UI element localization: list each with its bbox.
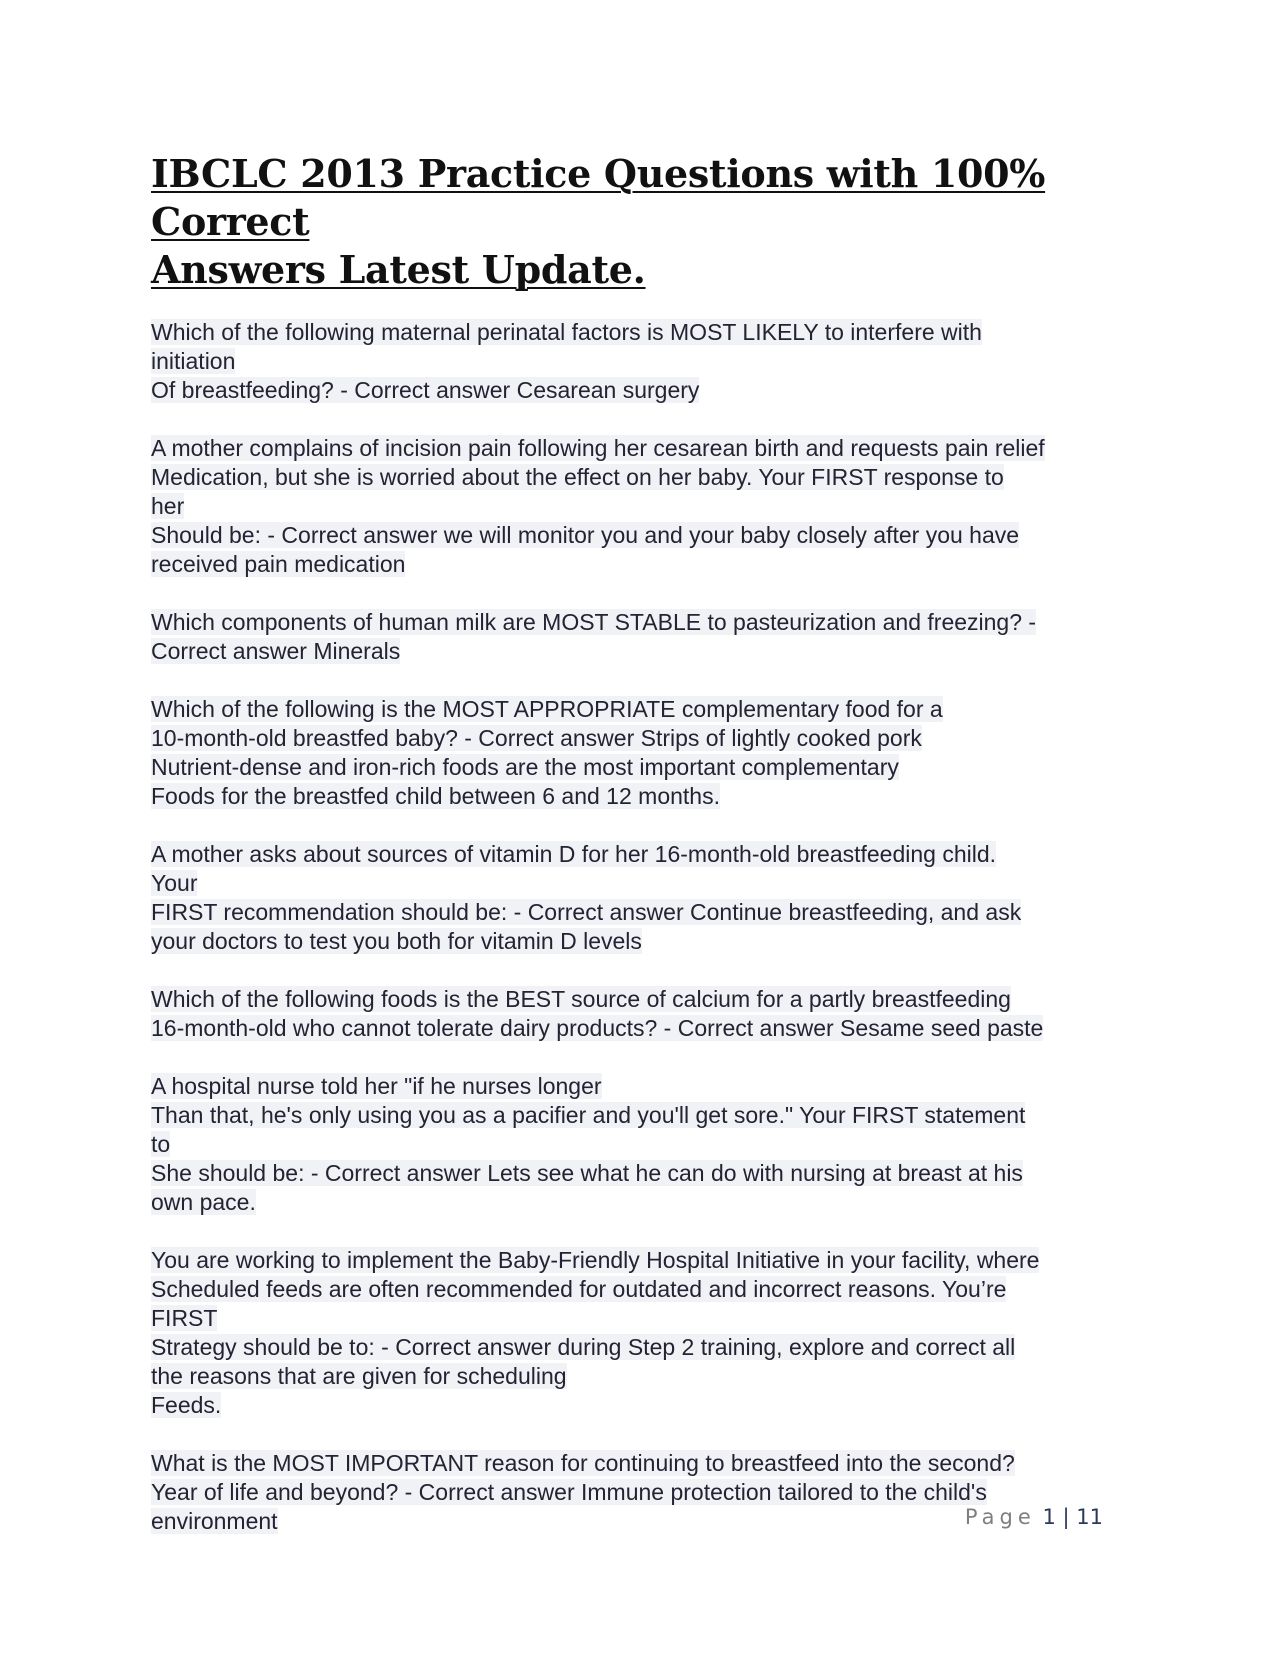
qa-line-text: Feeds. <box>151 1392 222 1418</box>
qa-block <box>151 695 1141 811</box>
qa-line <box>151 1478 1141 1507</box>
qa-line <box>151 1304 1141 1333</box>
qa-line-text: own pace. <box>151 1189 256 1215</box>
qa-line-text: Which of the following is the MOST APPROPRIATE complementary food for a <box>151 696 943 722</box>
qa-line <box>151 753 1141 782</box>
qa-line-text: Your <box>151 870 198 896</box>
qa-line <box>151 1072 1141 1101</box>
qa-line <box>151 347 1141 376</box>
qa-line <box>151 521 1141 550</box>
qa-line-text: FIRST <box>151 1305 218 1331</box>
title-line: IBCLC 2013 Practice Questions with 100% Correct <box>151 151 1046 244</box>
qa-line <box>151 985 1141 1014</box>
page-label: Page <box>964 1505 1036 1529</box>
qa-block <box>151 1246 1141 1420</box>
qa-line-text: to <box>151 1131 171 1157</box>
qa-line <box>151 1246 1141 1275</box>
qa-line <box>151 463 1141 492</box>
qa-line-text: Year of life and beyond? - Correct answer Immune protection tailored to the child's <box>151 1479 987 1505</box>
qa-line <box>151 608 1141 637</box>
qa-line <box>151 898 1141 927</box>
qa-line-text: Should be: - Correct answer we will monitor you and your baby closely after you have <box>151 522 1020 548</box>
qa-block <box>151 840 1141 956</box>
qa-line-text: What is the MOST IMPORTANT reason for continuing to breastfeed into the second? <box>151 1450 1015 1476</box>
qa-line <box>151 1101 1141 1130</box>
qa-block <box>151 608 1141 666</box>
qa-line-text: Medication, but she is worried about the effect on her baby. Your FIRST response to <box>151 464 1004 490</box>
qa-line-text: 16-month-old who cannot tolerate dairy products? - Correct answer Sesame seed paste <box>151 1015 1044 1041</box>
document-page <box>151 150 1141 1565</box>
qa-line-text: Than that, he's only using you as a pacifier and you'll get sore." Your FIRST statement <box>151 1102 1026 1128</box>
qa-line-text: Which components of human milk are MOST STABLE to pasteurization and freezing? - <box>151 609 1037 635</box>
qa-line <box>151 434 1141 463</box>
qa-line <box>151 492 1141 521</box>
qa-line-text: initiation <box>151 348 236 374</box>
qa-line <box>151 927 1141 956</box>
qa-line-text: received pain medication <box>151 551 406 577</box>
qa-line-text: Scheduled feeds are often recommended for outdated and incorrect reasons. You’re <box>151 1276 1007 1302</box>
qa-line-text: You are working to implement the Baby-Friendly Hospital Initiative in your facility, where <box>151 1247 1040 1273</box>
qa-line-text: Correct answer Minerals <box>151 638 401 664</box>
qa-line <box>151 1449 1141 1478</box>
question-answer-list <box>151 318 1141 1536</box>
qa-line-text: 10-month-old breastfed baby? - Correct answer Strips of lightly cooked pork <box>151 725 922 751</box>
page-footer <box>965 1505 1103 1529</box>
qa-line <box>151 318 1141 347</box>
qa-line <box>151 1362 1141 1391</box>
qa-line <box>151 550 1141 579</box>
qa-line-text: FIRST recommendation should be: - Correct answer Continue breastfeeding, and ask <box>151 899 1022 925</box>
qa-line-text: A hospital nurse told her "if he nurses longer <box>151 1073 602 1099</box>
qa-line-text: environment <box>151 1508 278 1534</box>
qa-line <box>151 1333 1141 1362</box>
qa-line <box>151 1014 1141 1043</box>
qa-line-text: Of breastfeeding? - Correct answer Cesarean surgery <box>151 377 700 403</box>
qa-line <box>151 1275 1141 1304</box>
qa-line <box>151 1391 1141 1420</box>
qa-line <box>151 869 1141 898</box>
qa-block <box>151 434 1141 579</box>
qa-line-text: your doctors to test you both for vitamin D levels <box>151 928 642 954</box>
qa-line-text: She should be: - Correct answer Lets see what he can do with nursing at breast at his <box>151 1160 1023 1186</box>
qa-line-text: the reasons that are given for scheduling <box>151 1363 567 1389</box>
qa-line-text: A mother asks about sources of vitamin D for her 16-month-old breastfeeding child. <box>151 841 997 867</box>
document-title <box>151 150 1141 294</box>
qa-line-text: her <box>151 493 185 519</box>
qa-line-text: Strategy should be to: - Correct answer during Step 2 training, explore and correct all <box>151 1334 1016 1360</box>
qa-line <box>151 376 1141 405</box>
qa-line <box>151 840 1141 869</box>
qa-block <box>151 985 1141 1043</box>
qa-line-text: A mother complains of incision pain following her cesarean birth and requests pain relief <box>151 435 1045 461</box>
total-pages: 11 <box>1076 1505 1103 1529</box>
page-number: 1 <box>1042 1505 1056 1529</box>
qa-line-text: Foods for the breastfed child between 6 and 12 months. <box>151 783 720 809</box>
qa-line <box>151 1130 1141 1159</box>
qa-line <box>151 782 1141 811</box>
page-separator: | <box>1062 1505 1070 1529</box>
qa-block <box>151 318 1141 405</box>
qa-line <box>151 1188 1141 1217</box>
qa-block <box>151 1072 1141 1217</box>
qa-line <box>151 637 1141 666</box>
qa-line <box>151 1159 1141 1188</box>
qa-line-text: Which of the following maternal perinatal factors is MOST LIKELY to interfere with <box>151 319 982 345</box>
qa-line <box>151 695 1141 724</box>
title-line: Answers Latest Update. <box>151 247 646 292</box>
qa-line-text: Nutrient-dense and iron-rich foods are the most important complementary <box>151 754 899 780</box>
qa-line <box>151 724 1141 753</box>
qa-line-text: Which of the following foods is the BEST source of calcium for a partly breastfeeding <box>151 986 1011 1012</box>
